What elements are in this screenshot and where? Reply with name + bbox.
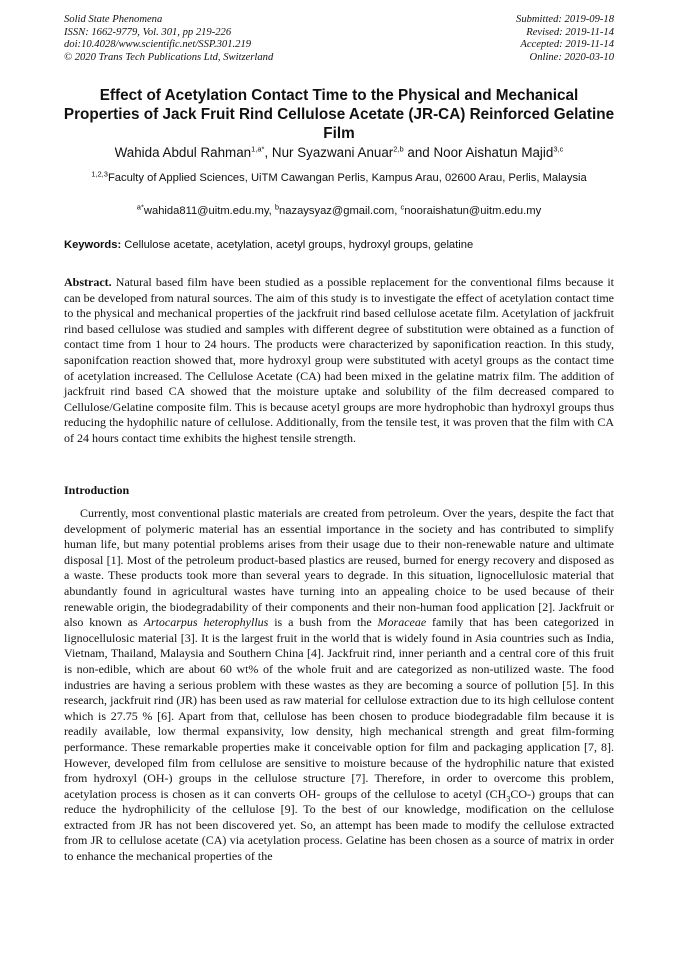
abstract-text: Natural based film have been studied as a possible replacement for the conventional films because it can be developed from natural sources. The aim of this study is to investigate the effect of acetylation contact time to the physical and mechanical properties of the jackfruit rind based cellulose acetate film. Acetylation of jackfruit rind based cellulose was studied and samples with different degree of substitution were obtained as a function of contact time from 1 hour to 24 hours. The products were characterized by saponification reaction. In this study, saponifcation reaction showed that, more hydroxyl group were substituted with acetyl groups as the contact time of acetylation increased. The Cellulose Acetate (CA) had been mixed in the gelatine matrix film. The addition of jackfruit rind based CA showed that the moisture uptake and solubility of the film decreased compared to Cellulose/Gelatine composite film. This is because acetyl groups are more hydrophobic than hydroxyl groups thus reducing the hydophilic nature of cellulose. Additionally, from the tensile test, it was proven that the film with CA of 24 hours contact time exhibits the highest tensile strength. (64, 275, 614, 445)
date-revised: Revised: 2019-11-14 (526, 26, 614, 38)
keywords-text: Cellulose acetate, acetylation, acetyl groups, hydroxyl groups, gelatine (121, 239, 474, 251)
email-1-sup: a* (136, 202, 144, 212)
author-sep: , (264, 145, 272, 160)
abstract (64, 275, 614, 447)
journal-info (64, 14, 273, 64)
intro-subscript: 3 (506, 794, 511, 804)
author-3-sup: 3,c (553, 144, 564, 154)
intro-species-name: Artocarpus heterophyllus (143, 615, 269, 630)
affiliation-sup: 1,2,3 (91, 169, 108, 179)
abstract-label: Abstract. (64, 275, 112, 289)
date-submitted: Submitted: 2019-09-18 (516, 14, 614, 25)
intro-family-name: Moraceae (377, 615, 427, 630)
journal-doi[interactable]: doi:10.4028/www.scientific.net/SSP.301.219 (64, 39, 252, 51)
email-3[interactable]: nooraishatun@uitm.edu.my (404, 205, 542, 217)
email-1[interactable]: wahida811@uitm.edu.my, (143, 205, 275, 217)
intro-text: CO-) groups that can reduce the hydrophilicity of the cellulose [9]. To the best of our knowledge, modification on the cellulose extracted from JR has not been discovered yet. So, an attempt has been made to modify the cellulose extracted from JR to cellulose acetate (CA) via acetylation process. Gelatine has been chosen as a source of matrix in order to enhance the mechanical properties of the (64, 786, 614, 864)
intro-text: Currently, most conventional plastic materials are created from petroleum. Over the years, despite the fact that development of polymeric material has an essential importance in the society and has contributed to simplify human life, but many potential problems arises from their usage due to their non-renewable nature and ultimate disposal [1]. Most of the petroleum product-based plastics are reused, burned for energy recovery and disposed as a waste. These products took more than several years to degrade. In this situation, lignocellulosic material that abundantly found in agricultural wastes have turning into an appealing choice to be used because of their renewable origin, the biodegradability of their components and their non-human food application [2]. Jackfruit or also known as (64, 506, 614, 630)
date-accepted: Accepted: 2019-11-14 (520, 39, 614, 51)
affiliation (78, 170, 600, 186)
author-2: Nur Syazwani Anuar (271, 145, 394, 160)
author-1-sup: 1,a* (251, 144, 265, 154)
email-3-sup: c (400, 202, 405, 212)
email-2[interactable]: nazaysyaz@gmail.com, (279, 205, 401, 217)
submission-dates (516, 14, 614, 64)
journal-name: Solid State Phenomena (64, 14, 163, 25)
author-list (40, 144, 638, 162)
section-heading-introduction: Introduction (64, 483, 130, 497)
author-1: Wahida Abdul Rahman (114, 145, 252, 160)
author-2-sup: 2,b (393, 144, 404, 154)
author-emails (40, 204, 638, 218)
paper-title: Effect of Acetylation Contact Time to the Physical and Mechanical Properties of Jack Fruit Rind Cellulose Acetate (JR-CA) Reinforced Gelatine Film (63, 87, 615, 142)
intro-text: family that has been categorized in lignocellulosic material [3]. It is the largest fruit in the world that is widely found in Asia countries such as India, Vietnam, Thailand, Malaysia and Southern China [4]. Jackfruit rind, inner perianth and a central core of this fruit is non-edible, which are about 60 wt% of the whole fruit and are categorized as non-utilized waste. The food industries are having a serious problem with these wastes as they are becoming a source of pollution [5]. In this research, jackfruit rind (JR) has been used as raw material for cellulose extraction due to its high cellulose content which is 27.75 % [6]. Apart from that, cellulose has been chosen to produce biodegradable film because it is readily available, low thermal expansivity, low density, high mechanical strength and great film-forming performance. These remarkable properties make it conceivable option for film and packaging application [7, 8]. However, developed film from cellulose are sensitive to moisture because of the hydrophilic nature that existed from hydroxyl (OH-) groups in the cellulose structure [7]. Therefore, in order to overcome this problem, acetylation process is chosen as it can converts OH- groups of the cellulose to acetyl (CH (64, 615, 614, 801)
date-online: Online: 2020-03-10 (529, 51, 614, 63)
affiliation-text: Faculty of Applied Sciences, UiTM Cawangan Perlis, Kampus Arau, 02600 Arau, Perlis, Malaysia (107, 172, 587, 184)
introduction-paragraph (64, 506, 614, 865)
intro-text: is a bush from the (268, 615, 378, 630)
journal-copyright: © 2020 Trans Tech Publications Ltd, Switzerland (64, 51, 274, 63)
journal-issn: ISSN: 1662-9779, Vol. 301, pp 219-226 (64, 26, 232, 38)
author-3: Noor Aishatun Majid (433, 145, 554, 160)
keywords-label: Keywords: (64, 239, 122, 251)
author-sep: and (403, 145, 434, 160)
email-2-sup: b (274, 202, 280, 212)
keywords (64, 238, 616, 252)
